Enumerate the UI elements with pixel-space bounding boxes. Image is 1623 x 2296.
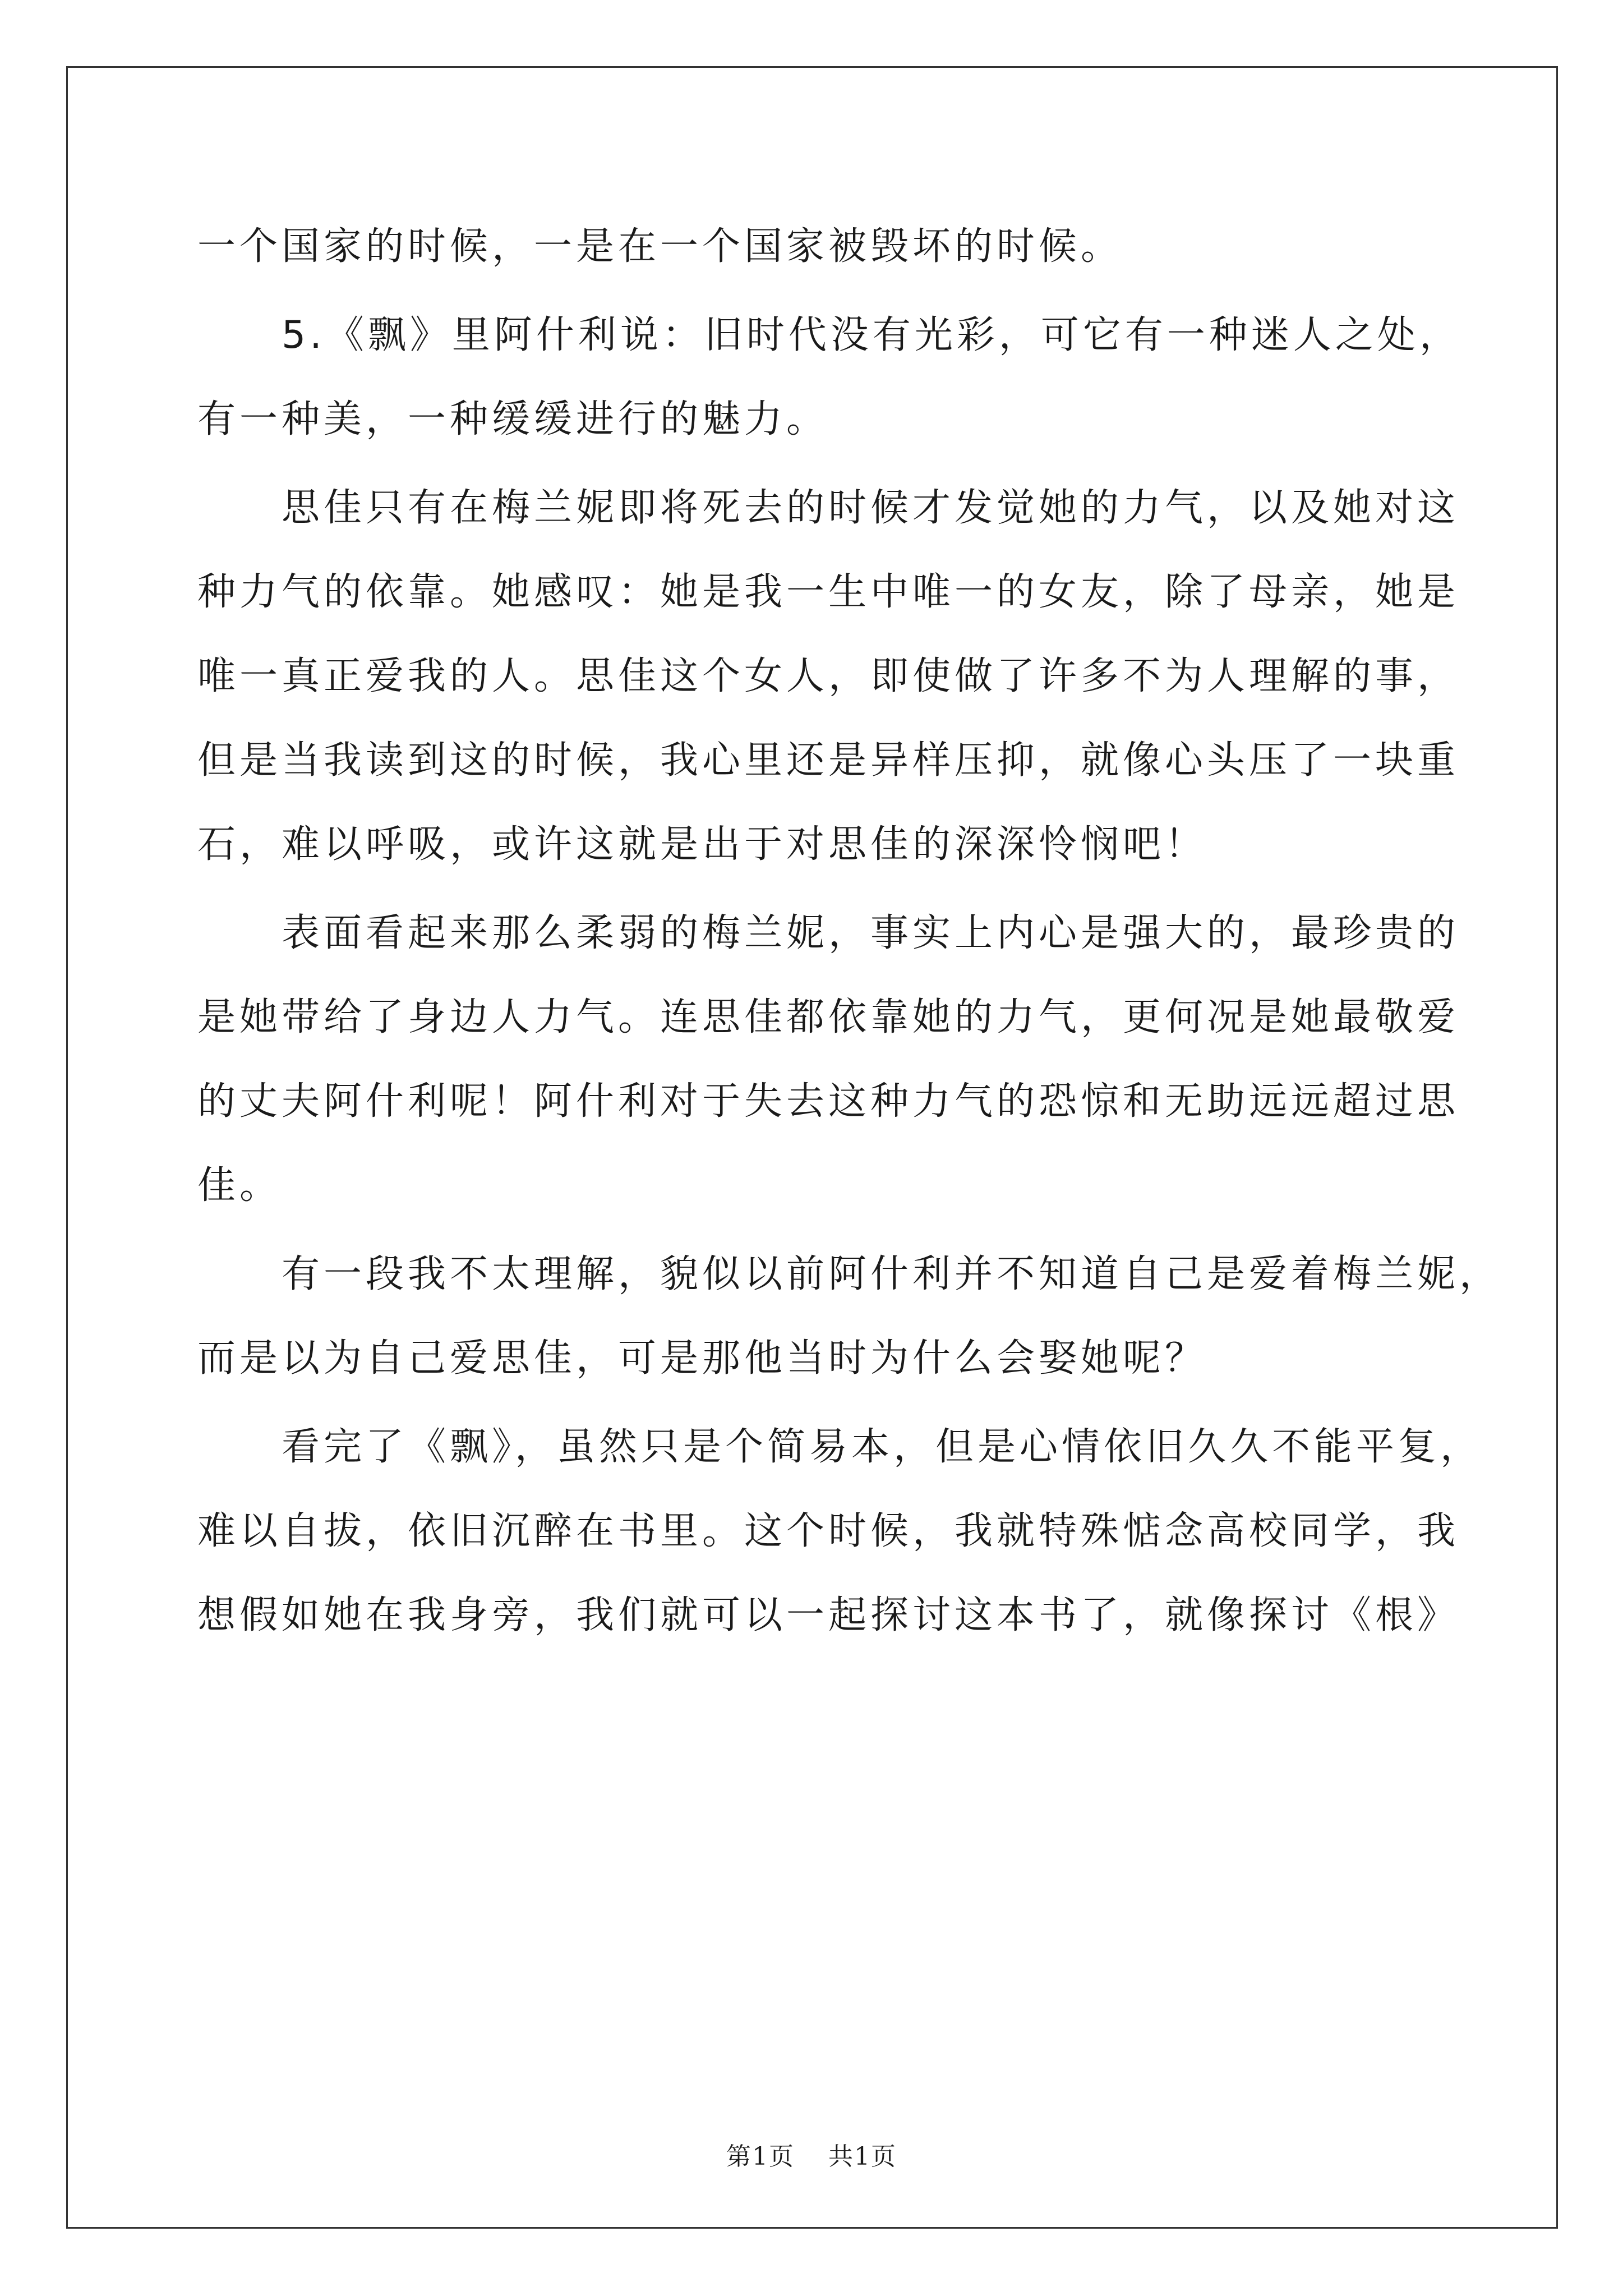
text-line: 思佳只有在梅兰妮即将死去的时候才发觉她的力气，以及她对这	[282, 486, 1460, 530]
text-line: 5.《飘》里阿什利说：旧时代没有光彩，可它有一种迷人之处，	[282, 313, 1461, 357]
text-line: 难以自拔，依旧沉醉在书里。这个时候，我就特殊惦念高校同学，我	[197, 1509, 1460, 1553]
text-line: 的丈夫阿什利呢！阿什利对于失去这种力气的恐惊和无助远远超过思	[197, 1079, 1460, 1124]
page-footer	[0, 2136, 1623, 2172]
text-line: 但是当我读到这的时候，我心里还是异样压抑，就像心头压了一块重	[197, 738, 1460, 783]
text-line: 表面看起来那么柔弱的梅兰妮，事实上内心是强大的，最珍贵的	[282, 911, 1460, 955]
text-line: 种力气的依靠。她感叹：她是我一生中唯一的女友，除了母亲，她是	[197, 570, 1460, 614]
text-line: 看完了《飘》，虽然只是个简易本，但是心情依旧久久不能平复，	[282, 1425, 1483, 1469]
page-total: 共1页	[828, 2142, 897, 2171]
text-line: 石，难以呼吸，或许这就是出于对思佳的深深怜悯吧！	[197, 822, 1207, 867]
text-line: 有一段我不太理解，貌似以前阿什利并不知道自己是爱着梅兰妮，	[282, 1252, 1502, 1296]
text-line: 一个国家的时候，一是在一个国家被毁坏的时候。	[197, 224, 1123, 269]
document-body	[197, 205, 1502, 1658]
text-line: 想假如她在我身旁，我们就可以一起探讨这本书了，就像探讨《根》	[197, 1593, 1460, 1637]
text-line: 是她带给了身边人力气。连思佳都依靠她的力气，更何况是她最敬爱	[197, 995, 1460, 1039]
text-line: 佳。	[197, 1163, 282, 1208]
text-line: 唯一真正爱我的人。思佳这个女人，即使做了许多不为人理解的事，	[197, 654, 1460, 698]
text-line: 而是以为自己爱思佳，可是那他当时为什么会娶她呢？	[197, 1336, 1207, 1381]
text-line: 有一种美，一种缓缓进行的魅力。	[197, 397, 829, 441]
page-number: 第1页	[726, 2142, 795, 2171]
